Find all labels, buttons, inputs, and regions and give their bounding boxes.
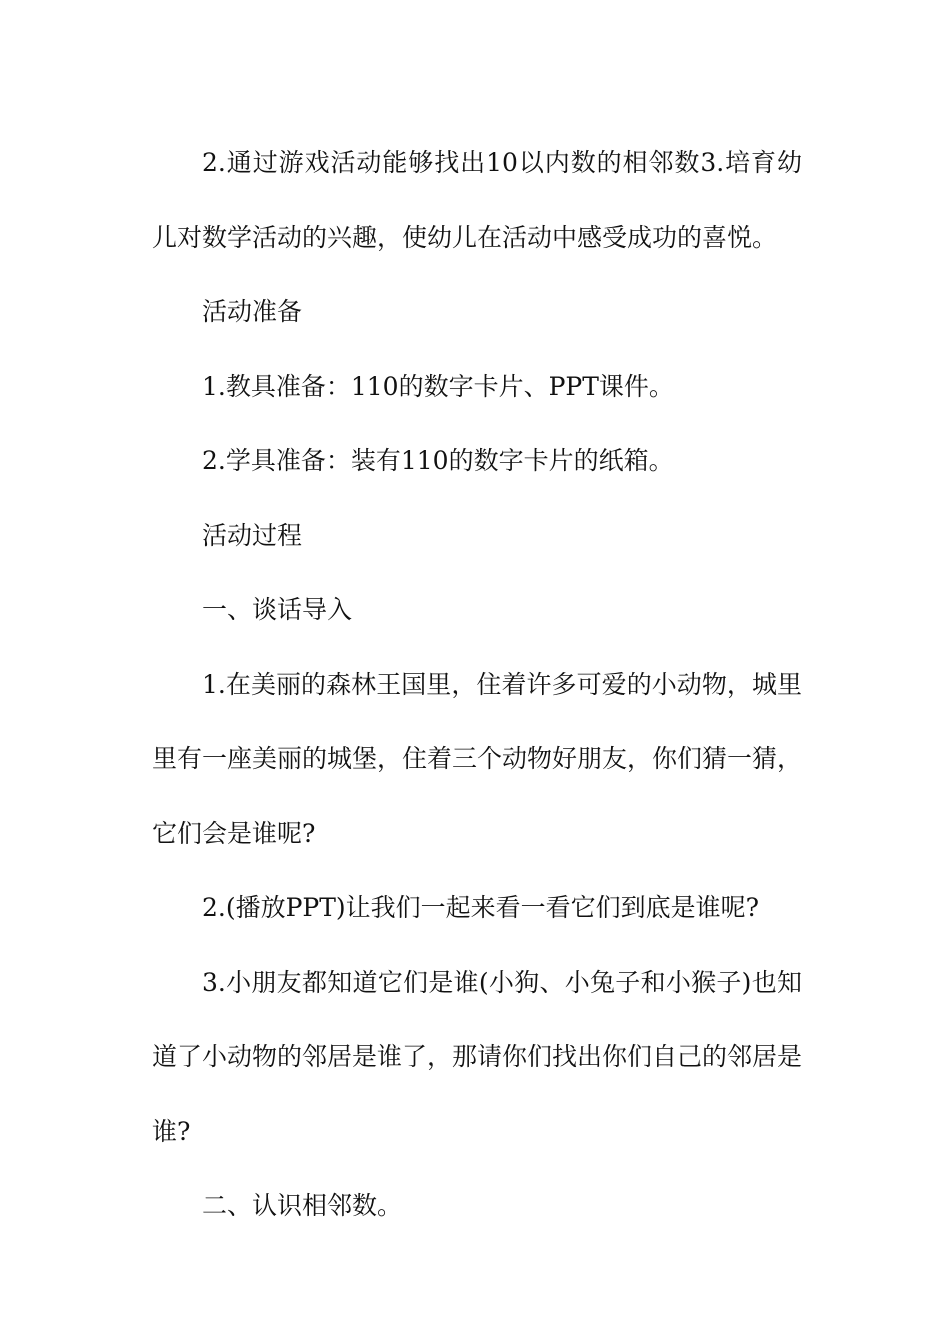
paragraph-teaching-aids: 1.教具准备：110的数字卡片、PPT课件。 [202,371,674,401]
paragraph-forest-kingdom: 1.在美丽的森林王国里，住着许多可爱的小动物，城里里有一座美丽的城堡，住着三个动物好朋友，你们猜一猜，它们会是谁呢? [152,669,803,848]
heading-conversation-intro: 一、谈话导入 [202,595,353,624]
paragraph-objectives: 2.通过游戏活动能够找出10以内数的相邻数3.培育幼儿对数学活动的兴趣，使幼儿在活动中感受成功的喜悦。 [152,148,802,252]
heading-activity-preparation: 活动准备 [202,297,303,326]
heading-adjacent-numbers: 二、认识相邻数。 [202,1191,403,1220]
heading-activity-process: 活动过程 [202,520,303,550]
document-body [152,126,802,1244]
paragraph-find-neighbors: 3.小朋友都知道它们是谁(小狗、小兔子和小猴子)也知道了小动物的邻居是谁了，那请你们找出你们自己的邻居是谁? [152,967,803,1146]
paragraph-learning-aids: 2.学具准备：装有110的数字卡片的纸箱。 [202,446,674,475]
paragraph-play-ppt: 2.(播放PPT)让我们一起来看一看它们到底是谁呢? [202,893,760,922]
